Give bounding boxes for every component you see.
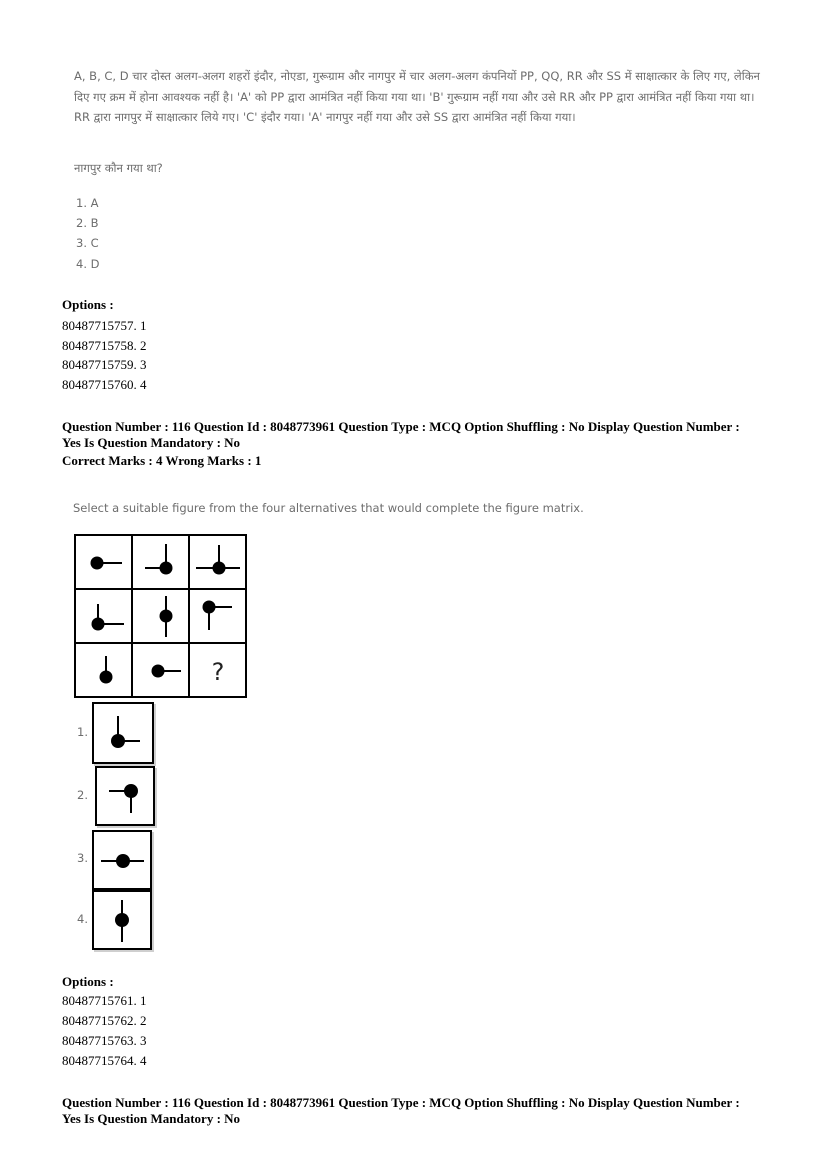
- answer-choice-1: 1. A: [76, 196, 99, 210]
- alternative-figure-1: [92, 702, 154, 764]
- option-id-2: 80487715762. 2: [62, 1013, 147, 1028]
- matrix-cell: [75, 589, 132, 643]
- question-meta: [62, 419, 782, 469]
- option-id-3: 80487715763. 3: [62, 1033, 147, 1048]
- matrix-cell: [132, 643, 189, 697]
- figure-matrix: [74, 534, 247, 698]
- matrix-cell: [132, 535, 189, 589]
- matrix-cell: [132, 589, 189, 643]
- question-meta: [62, 1095, 782, 1126]
- matrix-cell: [189, 589, 246, 643]
- matrix-cell-missing: [189, 643, 246, 697]
- alternative-label-2: 2.: [77, 788, 88, 802]
- options-heading: Options :: [62, 297, 114, 312]
- answer-choice-3: 3. C: [76, 236, 99, 250]
- question-text: नागपुर कौन गया था?: [74, 161, 163, 175]
- figure-question-instruction: Select a suitable figure from the four alternatives that would complete the figure matrix.: [73, 501, 584, 515]
- alternative-label-1: 1.: [77, 725, 88, 739]
- alternative-label-3: 3.: [77, 851, 88, 865]
- option-id-2: 80487715758. 2: [62, 338, 147, 353]
- alternative-figure-3: [92, 830, 152, 890]
- alternative-label-4: 4.: [77, 912, 88, 926]
- question-meta-line: Yes Is Question Mandatory : No: [62, 434, 241, 450]
- question-mark: ?: [211, 658, 225, 686]
- option-id-4: 80487715760. 4: [62, 377, 147, 392]
- option-id-1: 80487715761. 1: [62, 993, 147, 1008]
- question-meta-line: Question Number : 116 Question Id : 8048773961 Question Type : MCQ Option Shuffling : No Display Question Number :: [62, 419, 740, 434]
- options-heading: Options :: [62, 974, 114, 989]
- answer-choice-4: 4. D: [76, 257, 100, 271]
- option-id-3: 80487715759. 3: [62, 357, 147, 372]
- matrix-cell: [189, 535, 246, 589]
- question-passage: A, B, C, D चार दोस्त अलग-अलग शहरों इंदौर, नोएडा, गुरूग्राम और नागपुर में चार अलग-अलग कंपनियों PP, QQ, RR और SS में साक्षात्कार के लिए गए, लेकिन दिए गए क्रम में होना आवश्यक नहीं है। 'A' को PP द्वारा आमंत्रित नहीं किया गया था। 'B' गुरूग्राम नहीं गया और उसे RR और PP द्वारा आमंत्रित नहीं किया गया था। RR द्वारा नागपुर में साक्षात्कार लिये गए। 'C' इंदौर गया। 'A' नागपुर नहीं गया और उसे SS द्वारा आमंत्रित नहीं किया गया।: [74, 69, 760, 124]
- matrix-cell: [75, 535, 132, 589]
- option-id-1: 80487715757. 1: [62, 318, 147, 333]
- alternative-figure-4: [92, 890, 152, 950]
- alternative-figure-2: [95, 766, 155, 826]
- question-meta-line: Question Number : 116 Question Id : 8048773961 Question Type : MCQ Option Shuffling : No Display Question Number :: [62, 1095, 740, 1110]
- marks-line: Correct Marks : 4 Wrong Marks : 1: [62, 453, 262, 468]
- matrix-cell: [75, 643, 132, 697]
- question-meta-line: Yes Is Question Mandatory : No: [62, 1110, 241, 1126]
- option-id-4: 80487715764. 4: [62, 1053, 147, 1068]
- answer-choice-2: 2. B: [76, 216, 99, 230]
